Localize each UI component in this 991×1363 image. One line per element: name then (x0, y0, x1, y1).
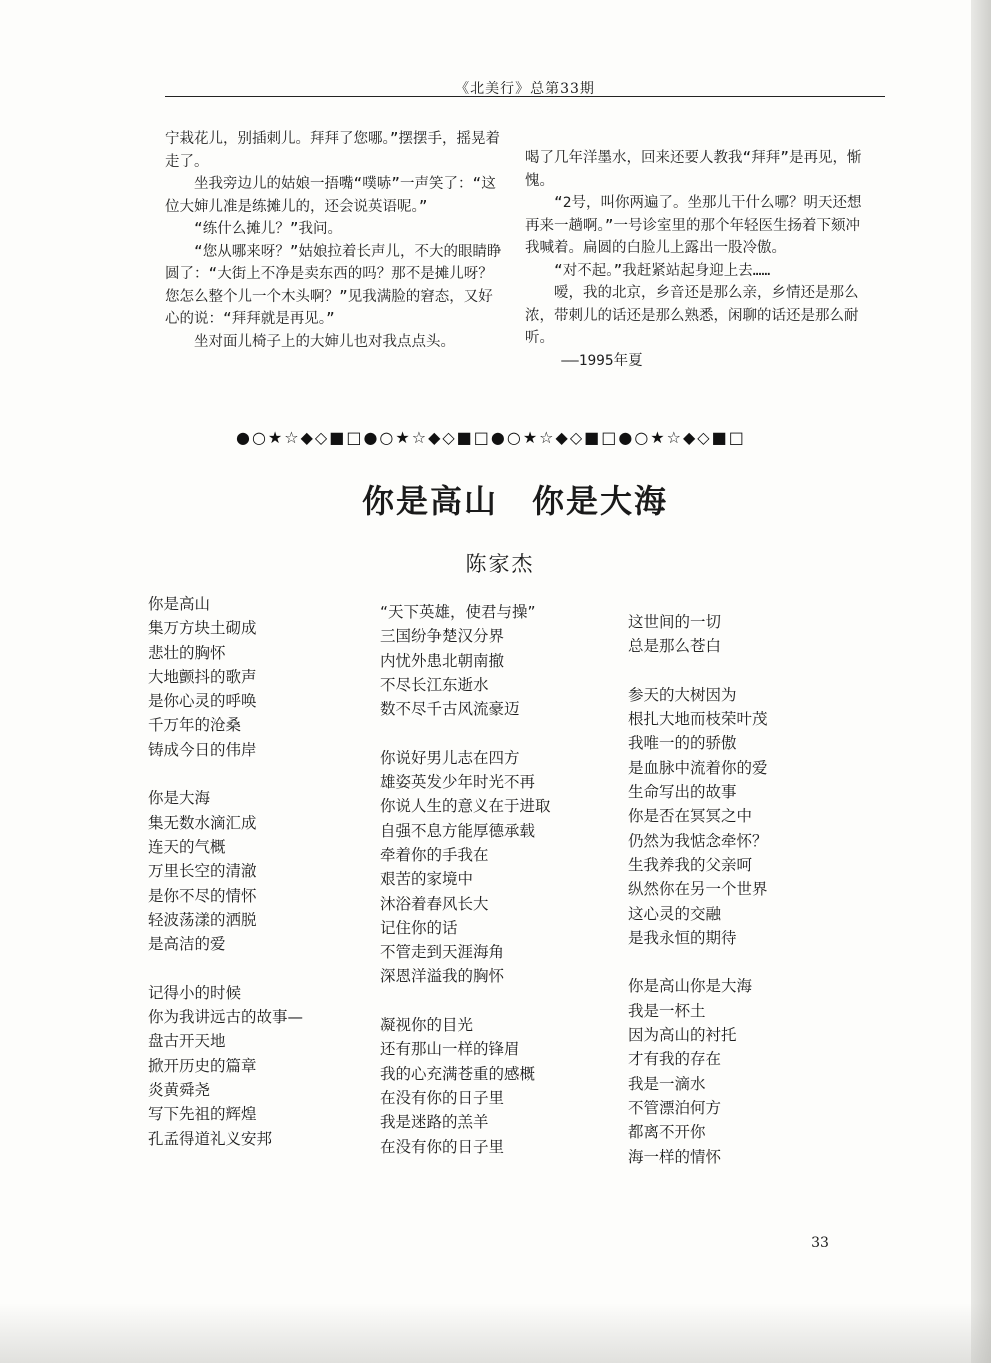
poem-line: 我的心充满苍重的感概 (380, 1064, 536, 1083)
poem-line: 这世间的一切 (628, 613, 722, 631)
poem-line: 参天的大树因为 (628, 685, 737, 704)
prose-paragraph: 坐我旁边儿的姑娘一捂嘴“噗哧”一声笑了：“这位大婶儿准是练摊儿的，还会说英语呢。” (165, 176, 496, 215)
poem-line: 因为高山的衬托 (628, 1026, 737, 1045)
prose-paragraph: 嗳，我的北京，乡音还是那么亲，乡情还是那么浓，带刺儿的话还是那么熟悉，闲聊的话还是那么耐听。 (525, 285, 859, 346)
poem-line: 还有那山一样的锋眉 (380, 1040, 520, 1059)
poem-line: 悲壮的胸怀 (148, 643, 226, 662)
poem-line: 自强不息方能厚德承载 (380, 821, 536, 840)
poem-line: 在没有你的日子里 (380, 1088, 505, 1107)
poem-line: 你为我讲远古的故事— (148, 1008, 304, 1027)
poem-line: 炎黄舜尧 (148, 1080, 211, 1099)
page-edge-shadow (971, 0, 991, 1363)
poem-line: 艰苦的家境中 (380, 870, 474, 889)
poem-title: 你是高山 你是大海 (361, 482, 668, 520)
prose-paragraph: ——1995年夏 (561, 352, 643, 369)
prose-paragraph: 宁栽花儿，别插刺儿。拜拜了您哪。”摆摆手，摇晃着走了。 (165, 131, 500, 170)
poem-line: 是你不尽的情怀 (148, 886, 257, 905)
poem-line: 千万年的沧桑 (148, 716, 242, 735)
poem-line: 三国纷争楚汉分界 (380, 627, 505, 646)
stanza-break (148, 956, 348, 980)
poem-line: 这心灵的交融 (628, 904, 722, 923)
poem-line: 不管漂泊何方 (628, 1098, 722, 1117)
stanza-break (148, 762, 348, 786)
poem-column-3 (628, 610, 828, 1169)
prose-paragraph: 坐对面儿椅子上的大婶儿也对我点点头。 (194, 333, 455, 350)
poem-line: 我是迷路的羔羊 (380, 1113, 489, 1132)
poem-line: 写下先祖的辉煌 (148, 1105, 257, 1124)
poem-column-1 (148, 592, 348, 1151)
prose-column-left (165, 128, 505, 353)
poem-line: 是你心灵的呼唤 (148, 692, 257, 711)
poem-line: 不管走到天涯海角 (380, 943, 505, 962)
prose-paragraph: “您从哪来呀？”姑娘拉着长声儿，不大的眼睛睁圆了：“大街上不净是卖东西的吗？那不是摊儿呀？您怎么整个儿一个木头啊？”见我满脸的窘态，又好心的说：“拜拜就是再见。” (165, 243, 502, 327)
poem-line: 是血脉中流着你的爱 (628, 758, 768, 777)
poem-line: 海一样的情怀 (628, 1147, 722, 1166)
poem-line: 内忧外患北朝南撤 (380, 651, 505, 670)
poem-column-2 (380, 600, 600, 1159)
poem-line: 生命写出的故事 (628, 783, 737, 802)
running-header: 《北美行》总第33期 (455, 81, 595, 97)
poem-line: 深恩洋溢我的胸怀 (380, 967, 505, 986)
poem-line: “天下英雄，使君与操” (380, 603, 536, 621)
poem-line: 我是一杯土 (628, 1001, 706, 1020)
poem-line: 你说人生的意义在于进取 (380, 797, 551, 816)
poem-line: 掀开历史的篇章 (148, 1056, 257, 1075)
poem-line: 你是高山你是大海 (628, 977, 753, 996)
poem-line: 铸成今日的伟岸 (148, 740, 257, 759)
header-rule (165, 96, 885, 97)
poem-line: 我是一滴水 (628, 1074, 706, 1093)
poem-line: 凝视你的目光 (380, 1016, 474, 1035)
poem-line: 记住你的话 (380, 918, 458, 937)
poem-line: 你说好男儿志在四方 (380, 748, 520, 767)
poem-line: 集无数水滴汇成 (148, 813, 257, 832)
poem-line: 是高洁的爱 (148, 935, 226, 954)
poem-line: 纵然你在另一个世界 (628, 880, 768, 899)
poem-line: 生我养我的父亲呵 (628, 855, 753, 874)
poem-line: 万里长空的清澈 (148, 862, 257, 881)
page-number: 33 (811, 1235, 829, 1251)
poem-line: 牵着你的手我在 (380, 845, 489, 864)
prose-paragraph: 喝了几年洋墨水，回来还要人教我“拜拜”是再见，惭愧。 (525, 150, 862, 189)
stanza-break (628, 950, 828, 974)
stanza-break (380, 989, 600, 1013)
poem-line: 在没有你的日子里 (380, 1137, 505, 1156)
poem-line: 集万方块土砌成 (148, 619, 257, 638)
poem-line: 轻波荡漾的洒脱 (148, 910, 257, 929)
stanza-break (380, 721, 600, 745)
poem-line: 大地颤抖的歌声 (148, 667, 257, 686)
page-bottom-shadow (0, 1303, 991, 1363)
poem-line: 总是那么苍白 (628, 637, 722, 656)
prose-column-right (525, 147, 865, 372)
prose-paragraph: “练什么摊儿？”我问。 (194, 221, 342, 237)
poem-line: 记得小的时候 (148, 983, 242, 1002)
poem-line: 孔孟得道礼义安邦 (148, 1129, 273, 1148)
poem-line: 你是高山 (148, 595, 211, 613)
poem-author: 陈家杰 (465, 552, 535, 576)
poem-line: 根扎大地而枝荣叶茂 (628, 710, 768, 729)
prose-paragraph: “2号，叫你两遍了。坐那儿干什么哪？明天还想再来一趟啊。”一号诊室里的那个年轻医生扬着下颏冲我喊着。扁圆的白脸儿上露出一股冷傲。 (525, 195, 862, 256)
poem-line: 才有我的存在 (628, 1050, 722, 1069)
stanza-break (628, 659, 828, 683)
poem-line: 你是否在冥冥之中 (628, 807, 753, 826)
poem-line: 盘古开天地 (148, 1032, 226, 1051)
poem-line: 仍然为我惦念牵怀？ (628, 831, 768, 850)
poem-line: 不尽长江东逝水 (380, 675, 489, 694)
poem-line: 数不尽千古风流豪迈 (380, 700, 520, 719)
ornament-divider: ●○★☆◆◇■□●○★☆◆◇■□●○★☆◆◇■□●○★☆◆◇■□ (236, 428, 746, 447)
poem-line: 是我永恒的期待 (628, 928, 737, 947)
poem-line: 连天的气概 (148, 837, 226, 856)
poem-line: 我唯一的的骄傲 (628, 734, 737, 753)
poem-line: 都离不开你 (628, 1123, 706, 1142)
prose-paragraph: “对不起。”我赶紧站起身迎上去…… (554, 262, 771, 279)
poem-line: 沐浴着春风长大 (380, 894, 489, 913)
poem-line: 你是大海 (148, 789, 211, 808)
poem-line: 雄姿英发少年时光不再 (380, 773, 536, 792)
